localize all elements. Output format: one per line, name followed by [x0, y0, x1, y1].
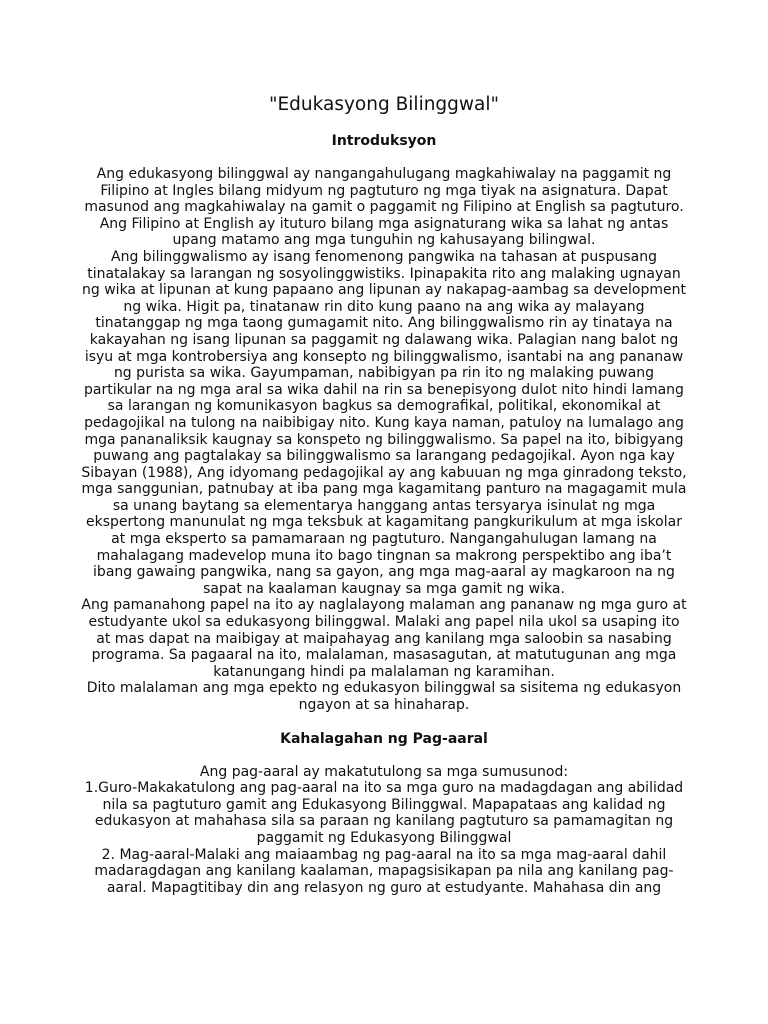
paragraph: Ang pag-aaral ay makatutulong sa mga sumusunod:	[199, 763, 569, 780]
document-title: "Edukasyong Bilinggwal"	[268, 94, 500, 115]
paragraph: 1.Guro-Makakatulong ang pag-aaral na ito sa mga guro na madagdagan ang abilidad nila sa pagtuturo gamit ang Edukasyong Bilinggwal. Mapapataas ang kalidad ng edukasyon at mahahasa sila sa paraan ng kanilang pagtuturo sa pamamagitan ng paggamit ng Edukasyong Bilinggwal	[84, 780, 684, 846]
paragraph: 2. Mag-aaral-Malaki ang maiaambag ng pag-aaral na ito sa mga mag-aaral dahil madaragdagan ang kanilang kaalaman, mapagsisikapan pa nila ang kanilang pag-aaral. Mapagtitibay din ang relasyon ng guro at estudyante. Mahahasa din ang	[94, 846, 674, 896]
section-heading-kahalagahan: Kahalagahan ng Pag-aaral	[280, 730, 488, 747]
introduksyon-body	[80, 166, 688, 714]
paragraph: Ang bilinggwalismo ay isang fenomenong pangwika na tahasan at puspusang tinatalakay sa larangan ng sosyolinggwistiks. Ipinapakita rito ang malaking ugnayan ng wika at lipunan at kung papaano ang lipunan ay nakapag-aambag sa development ng wika. Higit pa, tinatanaw rin dito kung paano na ang wika ay malayang tinatanggap ng mga taong gumagamit nito. Ang bilinggwalismo rin ay tinataya na kakayahan ng isang lipunan sa paggamit ng dalawang wika. Palagian nang balot ng isyu at mga kontrobersiya ang konsepto ng bilinggwalismo, isantabi na ang pananaw ng purista sa wika. Gayumpaman, nabibigyan pa rin ito ng malaking puwang partikular na ng mga aral sa wika dahil na rin sa benepisyong dulot nito hindi lamang sa larangan ng komunikasyon bagkus sa demografikal, politikal, ekonomikal at pedagojikal na tulong na naibibigay nito. Kung kaya naman, patuloy na lumalago ang mga pananaliksik kaugnay sa konspeto ng bilinggwalismo. Sa papel na ito, bibigyang puwang ang pagtalakay sa bilinggwalismo sa larangang pedagojikal. Ayon nga kay Sibayan (1988), Ang idyomang pedagojikal ay ang kabuuan ng mga ginradong teksto, mga sanggunian, patnubay at iba pang mga kagamitang panturo na magagamit mula sa unang baytang sa elementarya hanggang antas tersyarya isinulat ng mga ekspertong manunulat ng mga teksbuk at kagamitang pangkurikulum at mga iskolar at mga eksperto sa pamamaraan ng pagtuturo. Nangangahulugan lamang na mahalagang madevelop muna ito bago tingnan sa makrong perspektibo ang iba’t ibang gawaing pangwika, nang sa gayon, ang mga mag-aaral ay magkaroon na ng sapat na kaalaman kaugnay sa mga gamit ng wika.	[81, 248, 687, 597]
paragraph: Ang edukasyong bilinggwal ay nangangahulugang magkahiwalay na paggamit ng Filipino at Ingles bilang midyum ng pagtuturo ng mga tiyak na asignatura. Dapat masunod ang magkahiwalay na gamit o paggamit ng Filipino at English sa pagtuturo. Ang Filipino at English ay ituturo bilang mga asignaturang wika sa lahat ng antas upang matamo ang mga tunguhin ng kahusayang bilingwal.	[84, 166, 684, 249]
paragraph: Dito malalaman ang mga epekto ng edukasyon bilinggwal sa sisitema ng edukasyon ngayon at sa hinaharap.	[86, 680, 682, 713]
paragraph: Ang pamanahong papel na ito ay naglalayong malaman ang pananaw ng mga guro at estudyante ukol sa edukasyong bilinggwal. Malaki ang papel nila ukol sa usaping ito at mas dapat na maibigay at maipahayag ang kanilang mga saloobin sa nasabing programa. Sa pagaaral na ito, malalaman, masasagutan, at matutugunan ang mga katanungang hindi pa malalaman ng karamihan.	[81, 597, 687, 680]
section-heading-introduksyon: Introduksyon	[331, 133, 437, 149]
kahalagahan-body	[80, 764, 688, 897]
document-page	[80, 92, 688, 896]
